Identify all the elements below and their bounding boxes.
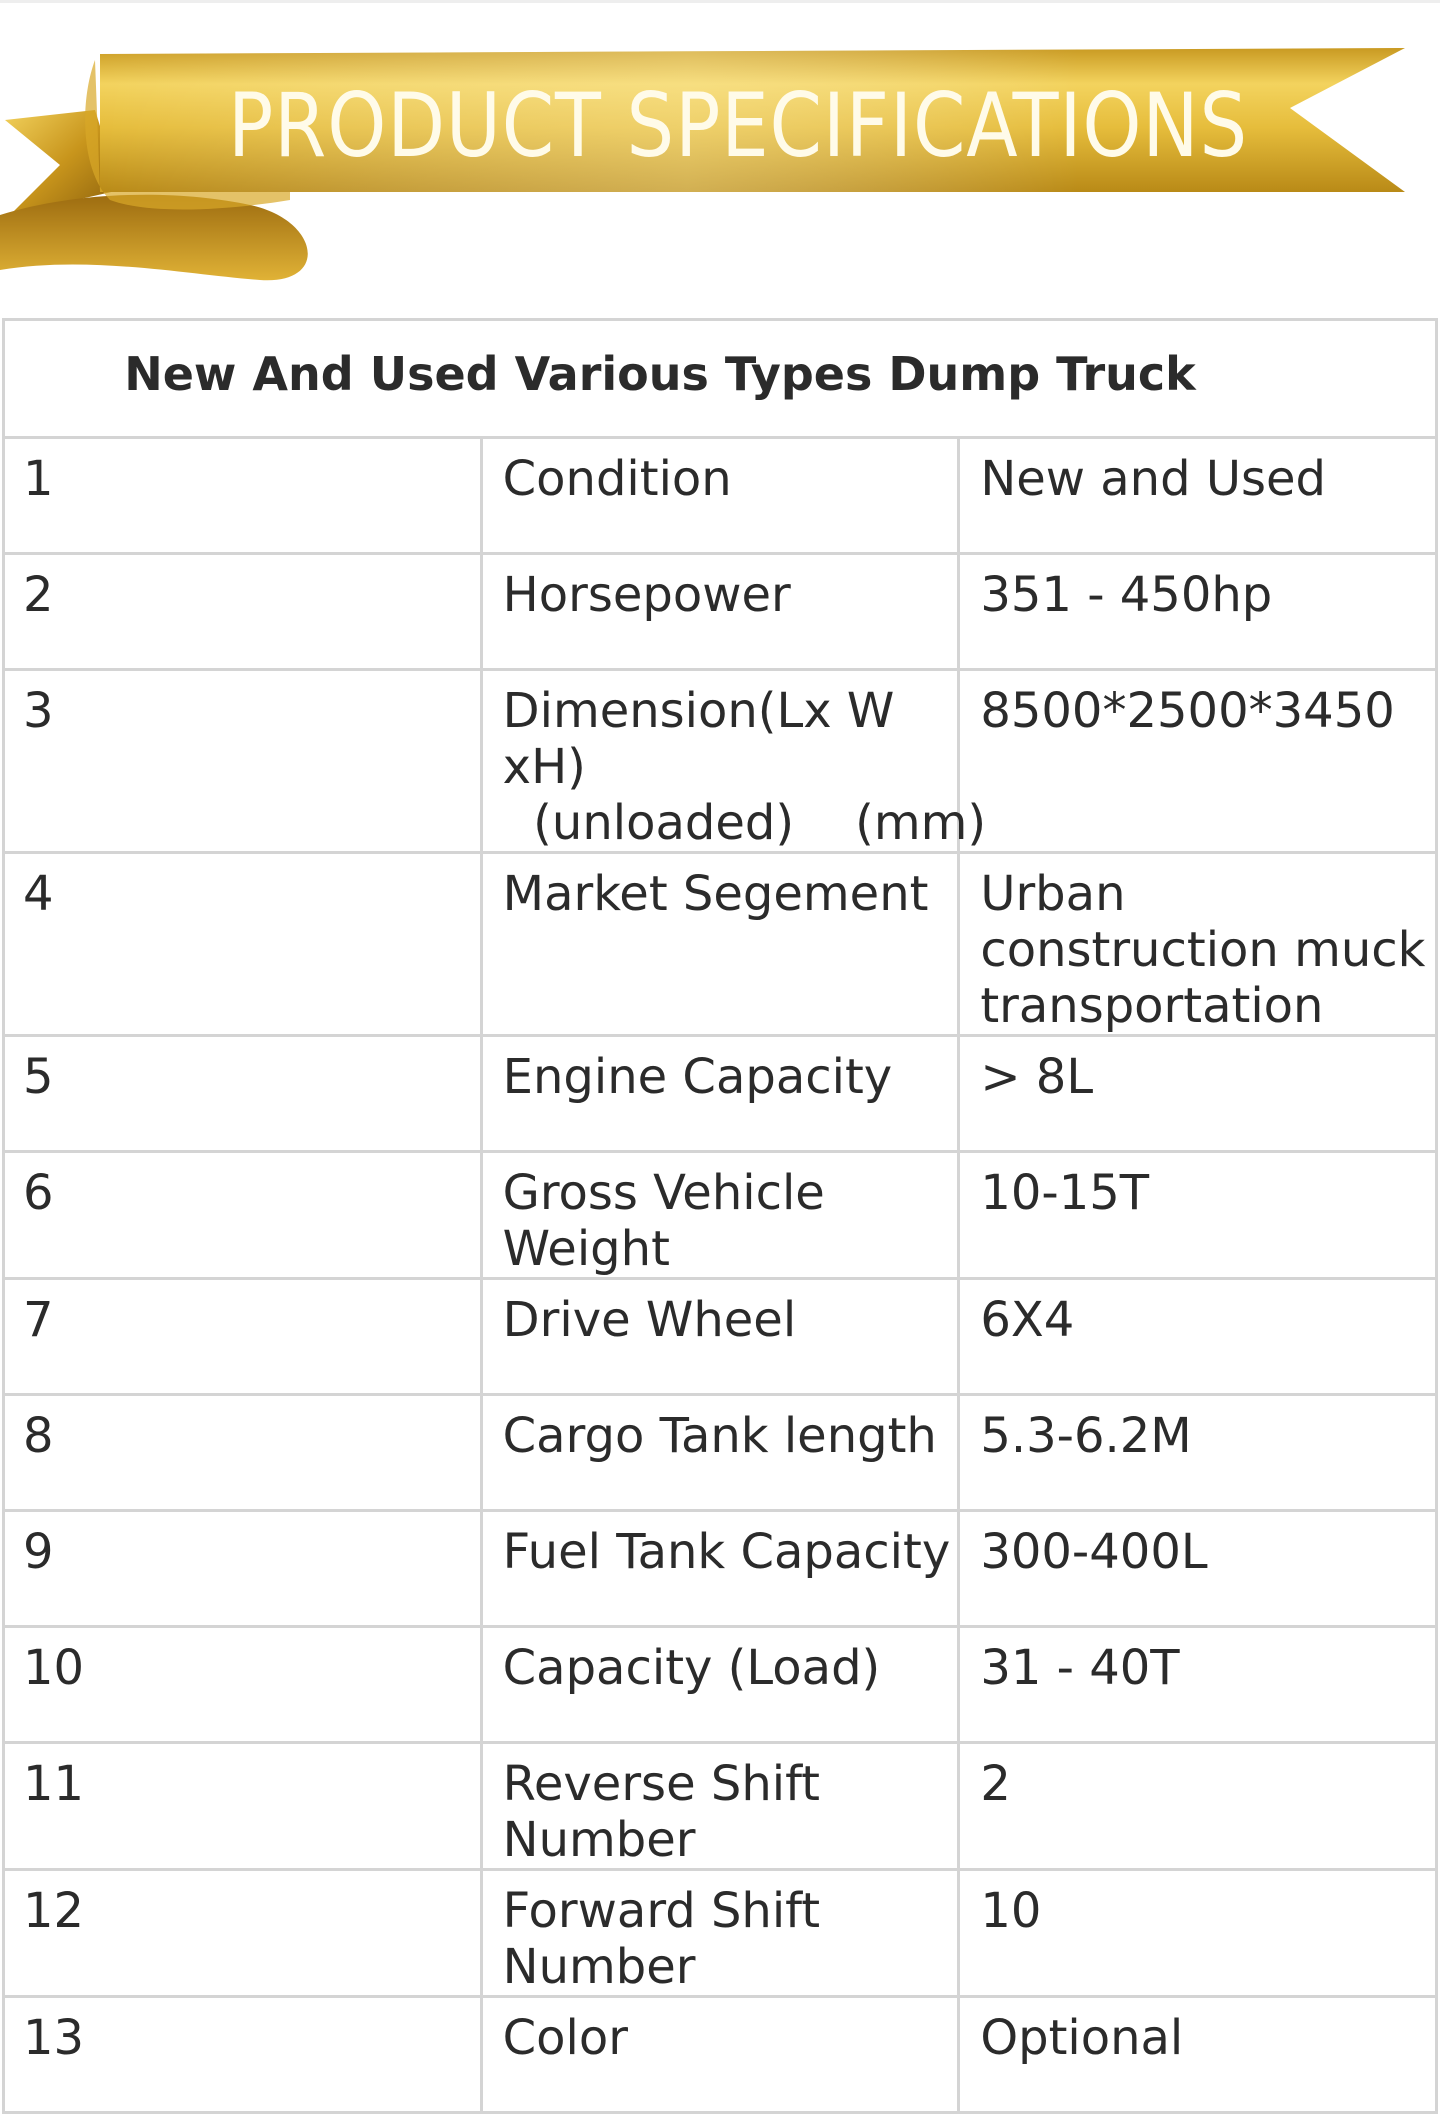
row-number: 8 — [4, 1395, 482, 1511]
table-title-row — [4, 320, 1437, 438]
spec-value: Optional — [959, 1997, 1437, 2113]
row-number: 3 — [4, 670, 482, 853]
gold-ribbon-banner — [0, 40, 1440, 290]
spec-value-cell — [959, 853, 1437, 1036]
spec-name: Gross Vehicle Weight — [481, 1152, 959, 1279]
spec-value: New and Used — [959, 438, 1437, 554]
spec-value: 2 — [959, 1743, 1437, 1870]
spec-value: 10 — [959, 1870, 1437, 1997]
spec-name: Horsepower — [481, 554, 959, 670]
spec-value-line2: transportation — [980, 978, 1324, 1034]
row-number: 11 — [4, 1743, 482, 1870]
spec-name: Drive Wheel — [481, 1279, 959, 1395]
spec-name: Reverse Shift Number — [481, 1743, 959, 1870]
table-row — [4, 1395, 1437, 1511]
spec-value: 351 - 450hp — [959, 554, 1437, 670]
spec-value: > 8L — [959, 1036, 1437, 1152]
table-row — [4, 1152, 1437, 1279]
spec-value: 6X4 — [959, 1279, 1437, 1395]
table-row — [4, 438, 1437, 554]
spec-name: Color — [481, 1997, 959, 2113]
table-row — [4, 1743, 1437, 1870]
spec-value: 31 - 40T — [959, 1627, 1437, 1743]
row-number: 6 — [4, 1152, 482, 1279]
banner-title: PRODUCT SPECIFICATIONS — [228, 74, 1248, 177]
specifications-table — [2, 318, 1438, 2114]
table-row — [4, 670, 1437, 853]
spec-name: Capacity (Load) — [481, 1627, 959, 1743]
spec-value: 300-400L — [959, 1511, 1437, 1627]
row-number: 12 — [4, 1870, 482, 1997]
row-number: 5 — [4, 1036, 482, 1152]
spec-name: Fuel Tank Capacity — [481, 1511, 959, 1627]
spec-name: Dimension(Lx W xH) — [502, 683, 895, 795]
spec-name-cell — [481, 670, 987, 853]
table-row — [4, 1511, 1437, 1627]
row-number: 1 — [4, 438, 482, 554]
table-row — [4, 1036, 1437, 1152]
table-row — [4, 554, 1437, 670]
table-title: New And Used Various Types Dump Truck — [4, 320, 1437, 438]
spec-name: Condition — [481, 438, 959, 554]
spec-value: 10-15T — [959, 1152, 1437, 1279]
row-number: 4 — [4, 853, 482, 1036]
ribbon-graphic — [0, 40, 1440, 290]
table-row — [4, 1870, 1437, 1997]
row-number: 7 — [4, 1279, 482, 1395]
row-number: 10 — [4, 1627, 482, 1743]
row-number: 2 — [4, 554, 482, 670]
spec-name: Engine Capacity — [481, 1036, 959, 1152]
table-row — [4, 853, 1437, 1036]
top-divider — [0, 0, 1440, 3]
spec-name: Cargo Tank length — [481, 1395, 959, 1511]
row-number: 9 — [4, 1511, 482, 1627]
row-number: 13 — [4, 1997, 482, 2113]
spec-name-line2: (unloaded) (mm) — [502, 795, 987, 851]
spec-value: Urban construction muck — [980, 866, 1426, 978]
spec-name: Market Segement — [481, 853, 959, 1036]
table-row — [4, 1627, 1437, 1743]
spec-value: 8500*2500*3450 — [959, 670, 1437, 853]
spec-name: Forward Shift Number — [481, 1870, 959, 1997]
table-row — [4, 1279, 1437, 1395]
table-row — [4, 1997, 1437, 2113]
spec-table-body — [4, 320, 1437, 2113]
spec-value: 5.3-6.2M — [959, 1395, 1437, 1511]
